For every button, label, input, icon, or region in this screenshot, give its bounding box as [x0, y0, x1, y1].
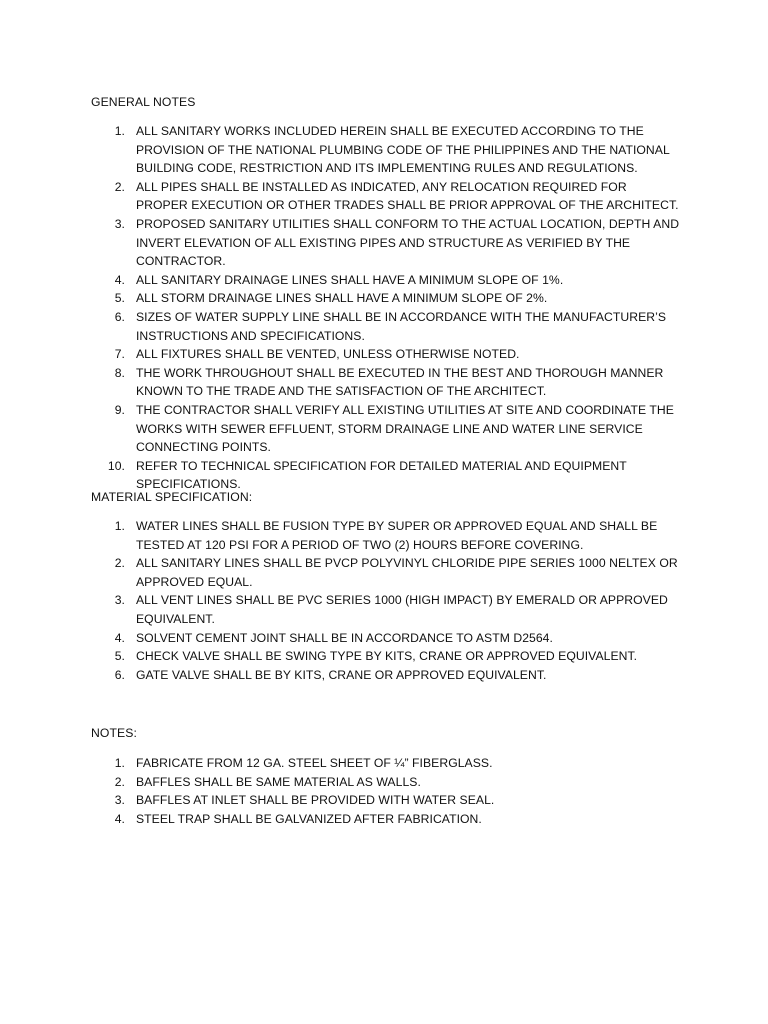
notes-title: NOTES: [91, 726, 137, 740]
general-notes-title: GENERAL NOTES [91, 95, 196, 109]
item-number: 4. [114, 630, 125, 645]
item-text: ALL FIXTURES SHALL BE VENTED, UNLESS OTHERWISE NOTED. [136, 347, 520, 362]
item-text: ALL STORM DRAINAGE LINES SHALL HAVE A MINIMUM SLOPE OF 2%. [136, 291, 548, 306]
item-number: 1. [114, 124, 125, 138]
item-text: STEEL TRAP SHALL BE GALVANIZED AFTER FABRICATION. [136, 811, 482, 826]
item-text: ALL VENT LINES SHALL BE PVC SERIES 1000 (HIGH IMPACT) BY EMERALD OR APPROVED EQUIVALENT. [136, 593, 668, 626]
list-item [0, 122, 768, 178]
general-notes-list [0, 122, 768, 494]
item-number: 2. [114, 179, 125, 194]
item-text: BAFFLES SHALL BE SAME MATERIAL AS WALLS. [136, 774, 421, 789]
item-text: WATER LINES SHALL BE FUSION TYPE BY SUPER OR APPROVED EQUAL AND SHALL BE TESTED AT 120 PSI FOR A PERIOD OF TWO (2) HOURS BEFORE COVERING. [136, 519, 658, 552]
item-number: 10. [107, 458, 125, 473]
item-text: SIZES OF WATER SUPPLY LINE SHALL BE IN ACCORDANCE WITH THE MANUFACTURER’S INSTRUCTIONS AND SPECIFICATIONS. [136, 309, 667, 343]
list-item [0, 178, 768, 215]
list-item [0, 345, 768, 364]
item-text: SOLVENT CEMENT JOINT SHALL BE IN ACCORDANCE TO ASTM D2564. [136, 630, 553, 645]
item-number: 1. [114, 756, 125, 770]
list-item [0, 810, 768, 829]
list-item [0, 629, 768, 648]
list-item [0, 271, 768, 290]
item-text: ALL SANITARY LINES SHALL BE PVCP POLYVINYL CHLORIDE PIPE SERIES 1000 NELTEX OR APPROVED EQUAL. [136, 556, 678, 589]
item-text: FABRICATE FROM 12 GA. STEEL SHEET OF ¼” FIBERGLASS. [136, 756, 493, 770]
material-specification-list [0, 517, 768, 684]
item-text: GATE VALVE SHALL BE BY KITS, CRANE OR APPROVED EQUIVALENT. [136, 667, 547, 682]
item-text: ALL SANITARY WORKS INCLUDED HEREIN SHALL BE EXECUTED ACCORDING TO THE PROVISION OF THE NATIONAL PLUMBING CODE OF THE PHILIPPINES AND THE NATIONAL BUILDING CODE, RESTRICTION AND ITS IMPLEMENTING RULES AND REGULATIONS. [136, 124, 670, 176]
item-text: BAFFLES AT INLET SHALL BE PROVIDED WITH WATER SEAL. [136, 793, 495, 808]
item-text: PROPOSED SANITARY UTILITIES SHALL CONFORM TO THE ACTUAL LOCATION, DEPTH AND INVERT ELEVATION OF ALL EXISTING PIPES AND STRUCTURE AS VERIFIED BY THE CONTRACTOR. [136, 216, 680, 269]
item-number: 6. [114, 667, 125, 682]
material-specification-title: MATERIAL SPECIFICATION: [91, 490, 253, 504]
item-number: 4. [114, 811, 125, 826]
item-number: 4. [114, 272, 125, 287]
item-number: 2. [114, 774, 125, 789]
list-item [0, 401, 768, 457]
list-item [0, 517, 768, 554]
item-text: THE WORK THROUGHOUT SHALL BE EXECUTED IN THE BEST AND THOROUGH MANNER KNOWN TO THE TRADE AND THE SATISFACTION OF THE ARCHITECT. [136, 365, 664, 399]
item-number: 5. [114, 291, 125, 306]
list-item [0, 215, 768, 271]
item-text: ALL PIPES SHALL BE INSTALLED AS INDICATED, ANY RELOCATION REQUIRED FOR PROPER EXECUTION OR OTHER TRADES SHALL BE PRIOR APPROVAL OF THE ARCHITECT. [136, 179, 679, 213]
list-item [0, 554, 768, 591]
list-item [0, 457, 768, 494]
list-item [0, 754, 768, 773]
item-number: 8. [114, 365, 125, 380]
list-item [0, 773, 768, 792]
item-number: 3. [114, 593, 125, 608]
item-number: 3. [114, 216, 125, 231]
list-item [0, 364, 768, 401]
list-item [0, 666, 768, 685]
item-text: ALL SANITARY DRAINAGE LINES SHALL HAVE A MINIMUM SLOPE OF 1%. [136, 272, 564, 287]
item-text: THE CONTRACTOR SHALL VERIFY ALL EXISTING UTILITIES AT SITE AND COORDINATE THE WORKS WITH SEWER EFFLUENT, STORM DRAINAGE LINE AND WATER LINE SERVICE CONNECTING POINTS. [136, 402, 674, 455]
list-item [0, 308, 768, 345]
list-item [0, 791, 768, 810]
item-text: CHECK VALVE SHALL BE SWING TYPE BY KITS, CRANE OR APPROVED EQUIVALENT. [136, 649, 638, 664]
list-item [0, 647, 768, 666]
list-item [0, 591, 768, 628]
item-number: 3. [114, 793, 125, 808]
item-number: 2. [114, 556, 125, 571]
item-number: 7. [114, 347, 125, 362]
item-number: 6. [114, 309, 125, 324]
item-text: REFER TO TECHNICAL SPECIFICATION FOR DETAILED MATERIAL AND EQUIPMENT SPECIFICATIONS. [136, 458, 627, 492]
item-number: 5. [114, 649, 125, 664]
item-number: 1. [114, 519, 125, 533]
item-number: 9. [114, 402, 125, 417]
list-item [0, 289, 768, 308]
notes-list [0, 754, 768, 828]
